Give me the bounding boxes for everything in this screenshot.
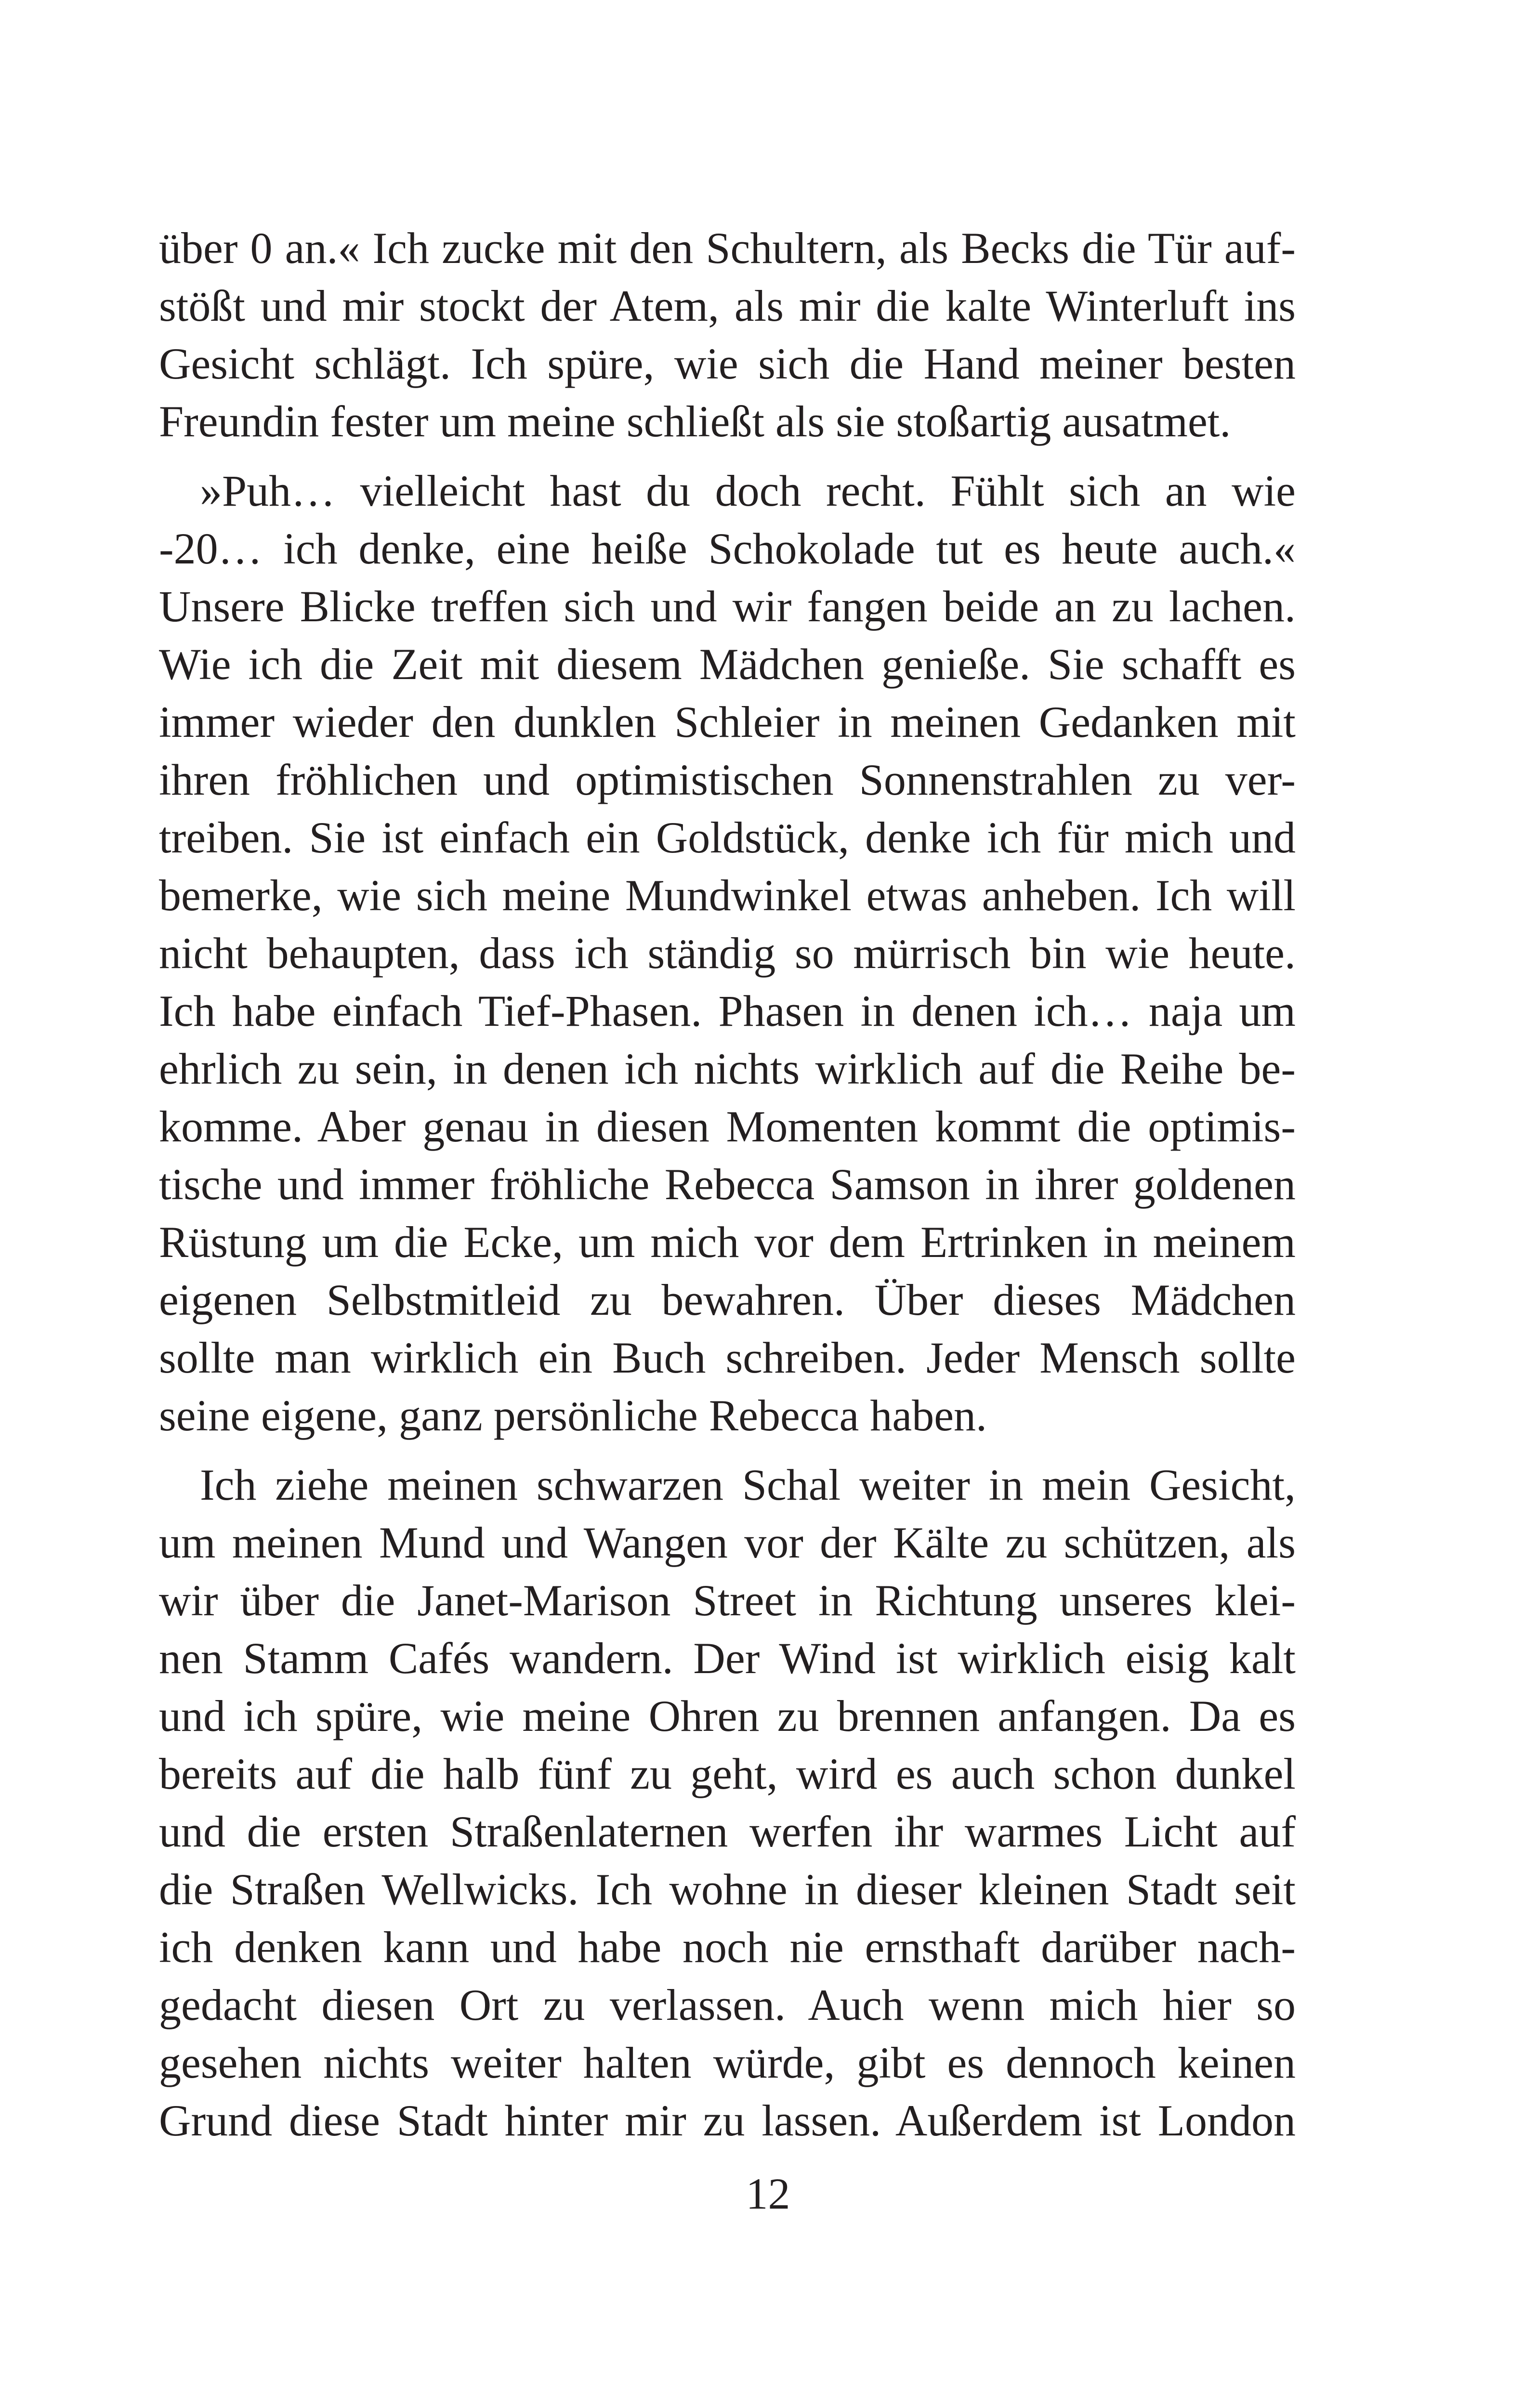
text-line: ehrlich zu sein, in denen ich nichts wirklich auf die Reihe be- [159, 1044, 1296, 1093]
text-line: um meinen Mund und Wangen vor der Kälte zu schützen, als [159, 1518, 1296, 1567]
text-line: stößt und mir stockt der Atem, als mir die kalte Winterluft ins [159, 281, 1296, 330]
text-line: Rüstung um die Ecke, um mich vor dem Ertrinken in meinem [159, 1217, 1296, 1267]
paragraph-1 [159, 219, 1296, 450]
text-line: Gesicht schlägt. Ich spüre, wie sich die Hand meiner besten [159, 339, 1296, 388]
text-line: immer wieder den dunklen Schleier in meinen Gedanken mit [159, 697, 1296, 746]
text-line: ich denken kann und habe noch nie ernsthaft darüber nach- [159, 1923, 1296, 1972]
text-line: treiben. Sie ist einfach ein Goldstück, denke ich für mich und [159, 813, 1296, 862]
paragraph-2 [159, 462, 1296, 1444]
text-line: nen Stamm Cafés wandern. Der Wind ist wirklich eisig kalt [159, 1634, 1296, 1683]
text-line: Wie ich die Zeit mit diesem Mädchen genieße. Sie schafft es [159, 640, 1296, 689]
text-line: und die ersten Straßenlaternen werfen ihr warmes Licht auf [159, 1807, 1296, 1856]
text-line: sollte man wirklich ein Buch schreiben. Jeder Mensch sollte [159, 1333, 1296, 1382]
body-text [159, 219, 1296, 2149]
text-line: Ich ziehe meinen schwarzen Schal weiter in mein Gesicht, [200, 1460, 1296, 1509]
text-line: Ich habe einfach Tief-Phasen. Phasen in denen ich… naja um [159, 986, 1296, 1035]
text-line: Freundin fester um meine schließt als sie stoßartig ausatmet. [159, 397, 1231, 446]
text-line: tische und immer fröhliche Rebecca Samson in ihrer goldenen [159, 1160, 1296, 1209]
text-line: Grund diese Stadt hinter mir zu lassen. Außerdem ist London [159, 2096, 1296, 2145]
text-line: nicht behaupten, dass ich ständig so mürrisch bin wie heute. [159, 929, 1296, 978]
text-line: bereits auf die halb fünf zu geht, wird es auch schon dunkel [159, 1749, 1296, 1798]
text-line: die Straßen Wellwicks. Ich wohne in dieser kleinen Stadt seit [159, 1865, 1296, 1914]
text-line: und ich spüre, wie meine Ohren zu brennen anfangen. Da es [159, 1691, 1296, 1741]
text-line: gesehen nichts weiter halten würde, gibt es dennoch keinen [159, 2038, 1296, 2087]
paragraph-gap [159, 450, 1296, 462]
text-line: wir über die Janet-Marison Street in Richtung unseres klei- [159, 1576, 1296, 1625]
page-number: 12 [746, 2169, 790, 2218]
text-line: gedacht diesen Ort zu verlassen. Auch wenn mich hier so [159, 1980, 1296, 2029]
text-line: komme. Aber genau in diesen Momenten kommt die optimis- [159, 1102, 1296, 1151]
text-line: ihren fröhlichen und optimistischen Sonnenstrahlen zu ver- [159, 755, 1296, 804]
paragraph-gap [159, 1444, 1296, 1456]
text-line: Unsere Blicke treffen sich und wir fangen beide an zu lachen. [159, 582, 1296, 631]
text-line: »Puh… vielleicht hast du doch recht. Fühlt sich an wie [200, 466, 1296, 515]
text-line: -20… ich denke, eine heiße Schokolade tut es heute auch.« [159, 524, 1296, 573]
paragraph-3 [159, 1456, 1296, 2149]
text-line: eigenen Selbstmitleid zu bewahren. Über dieses Mädchen [159, 1275, 1296, 1324]
text-line: über 0 an.« Ich zucke mit den Schultern, als Becks die Tür auf- [159, 223, 1296, 273]
text-line: bemerke, wie sich meine Mundwinkel etwas anheben. Ich will [159, 871, 1296, 920]
text-line: seine eigene, ganz persönliche Rebecca haben. [159, 1391, 987, 1440]
